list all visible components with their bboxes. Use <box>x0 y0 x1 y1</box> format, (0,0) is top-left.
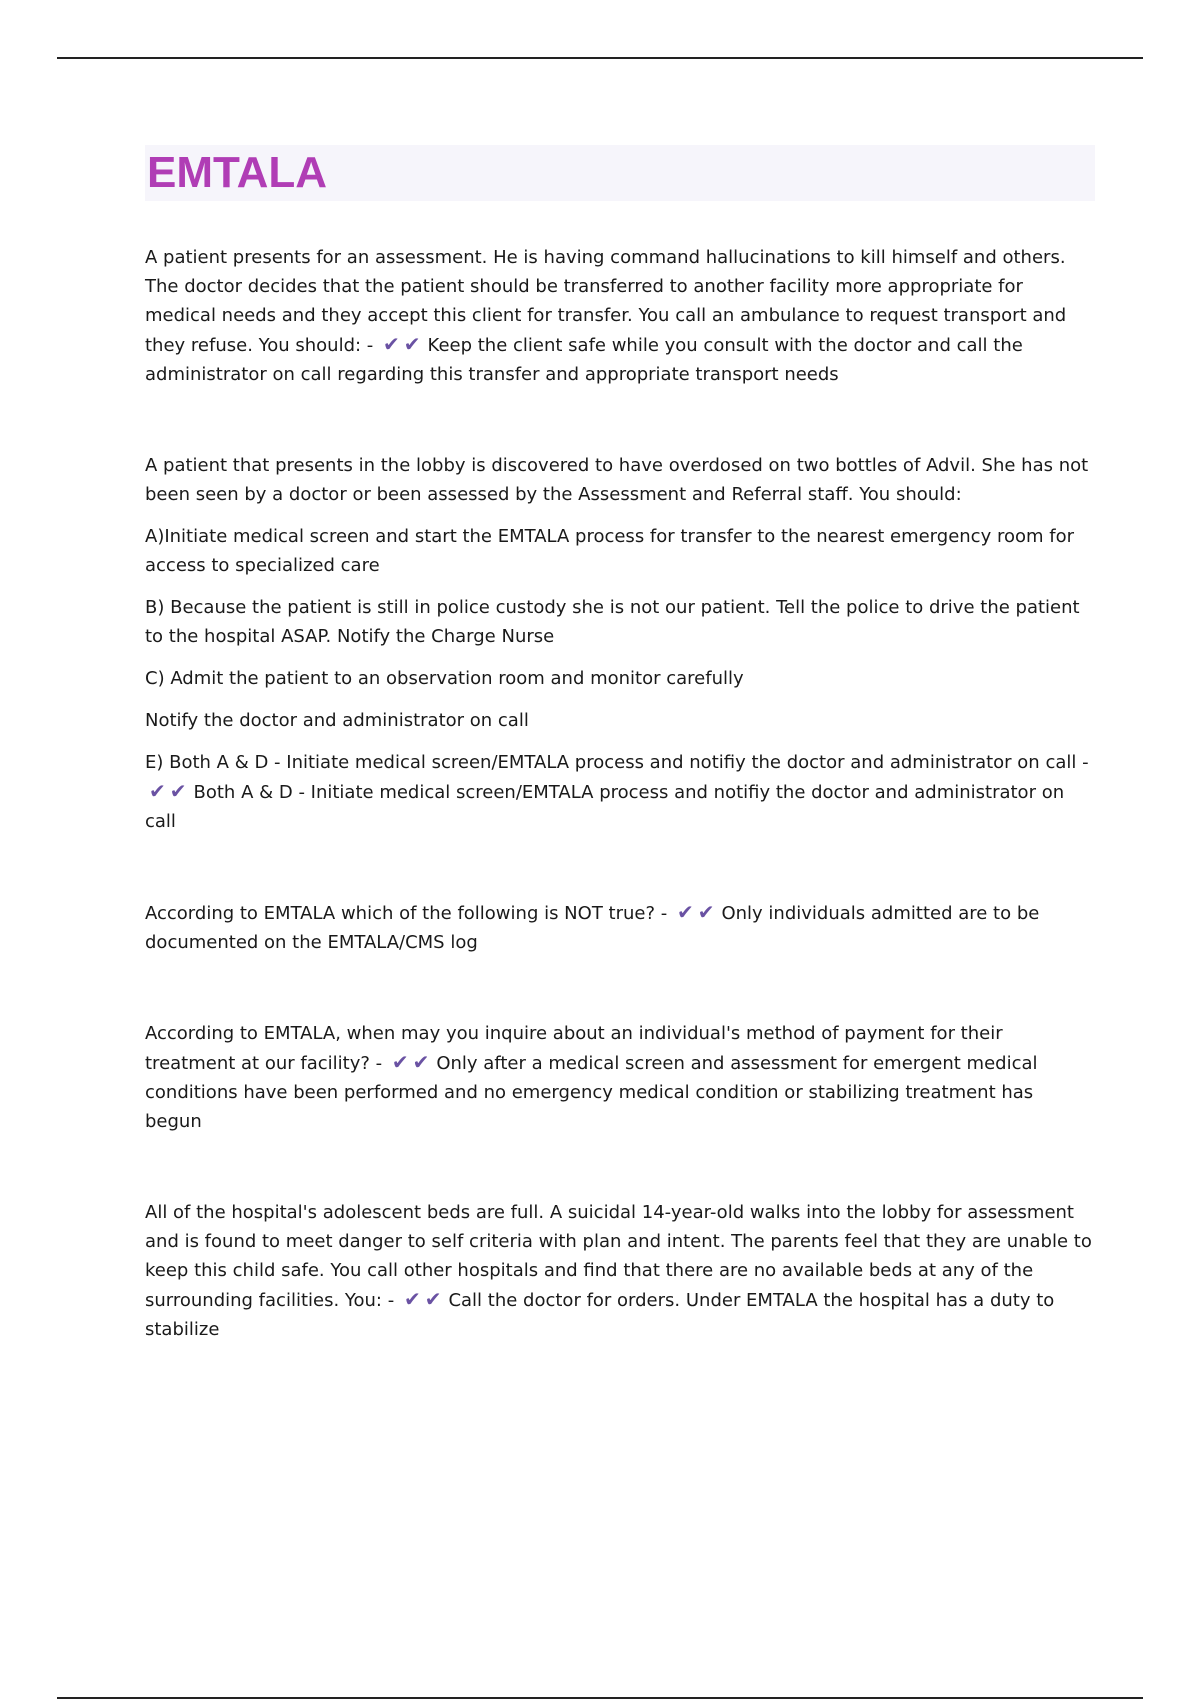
question-paragraph <box>145 706 1095 735</box>
answer-text: Both A & D - Initiate medical screen/EMTALA process and notifiy the doctor and administrator on call <box>145 782 1065 832</box>
answer-text: Call the doctor for orders. Under EMTALA the hospital has a duty to stabilize <box>145 1290 1055 1340</box>
answer-text: Only after a medical screen and assessment for emergent medical conditions have been performed and no emergency medical condition or stabilizing treatment has begun <box>145 1053 1038 1132</box>
question-paragraph <box>145 898 1095 957</box>
question-text: C) Admit the patient to an observation room and monitor carefully <box>145 668 744 689</box>
answer-text: Keep the client safe while you consult with the doctor and call the administrator on call regarding this transfer and appropriate transport needs <box>145 335 1023 385</box>
question-text: E) Both A & D - Initiate medical screen/EMTALA process and notifiy the doctor and administrator on call - <box>145 752 1089 773</box>
question-paragraph <box>145 522 1095 580</box>
document-body <box>145 145 1095 1406</box>
question-text: A patient presents for an assessment. He is having command hallucinations to kill himself and others. The doctor decides that the patient should be transferred to another facility more appropriate for medical needs and they accept this client for transfer. You call an ambulance to request transport and they refuse. You should: - <box>145 247 1067 356</box>
question-block <box>145 898 1095 957</box>
check-icon: ✔✔ <box>149 779 191 803</box>
check-icon: ✔✔ <box>676 900 719 924</box>
question-paragraph <box>145 243 1095 389</box>
check-icon: ✔✔ <box>403 1287 446 1311</box>
question-text: B) Because the patient is still in police custody she is not our patient. Tell the police to drive the patient to the hospital ASAP. Notify the Charge Nurse <box>145 597 1080 647</box>
question-text: All of the hospital's adolescent beds are full. A suicidal 14-year-old walks into the lobby for assessment and is found to meet danger to self criteria with plan and intent. The parents feel that they are unable to keep this child safe. You call other hospitals and find that there are no available beds at any of the surrounding facilities. You: - <box>145 1202 1092 1311</box>
question-block <box>145 243 1095 389</box>
bottom-rule <box>57 1697 1143 1699</box>
question-block <box>145 1198 1095 1344</box>
question-text: Notify the doctor and administrator on call <box>145 710 529 731</box>
question-paragraph <box>145 1019 1095 1136</box>
answer-text: Only individuals admitted are to be documented on the EMTALA/CMS log <box>145 903 1040 953</box>
question-text: A patient that presents in the lobby is discovered to have overdosed on two bottles of Advil. She has not been seen by a doctor or been assessed by the Assessment and Referral staff. You should: <box>145 455 1089 505</box>
question-paragraph <box>145 451 1095 509</box>
title-bar <box>145 145 1095 201</box>
question-paragraph <box>145 664 1095 693</box>
question-text: According to EMTALA, when may you inquire about an individual's method of payment for their treatment at our facility? - <box>145 1023 1003 1074</box>
top-rule <box>57 57 1143 59</box>
question-paragraph <box>145 593 1095 651</box>
question-text: A)Initiate medical screen and start the EMTALA process for transfer to the nearest emergency room for access to specialized care <box>145 526 1074 576</box>
question-text: According to EMTALA which of the following is NOT true? - <box>145 903 673 924</box>
question-paragraph <box>145 748 1095 836</box>
document-title: EMTALA <box>147 148 328 197</box>
check-icon: ✔✔ <box>383 332 425 356</box>
question-paragraph <box>145 1198 1095 1344</box>
question-block <box>145 1019 1095 1136</box>
question-block <box>145 451 1095 836</box>
question-list <box>145 243 1095 1344</box>
check-icon: ✔✔ <box>391 1050 434 1074</box>
